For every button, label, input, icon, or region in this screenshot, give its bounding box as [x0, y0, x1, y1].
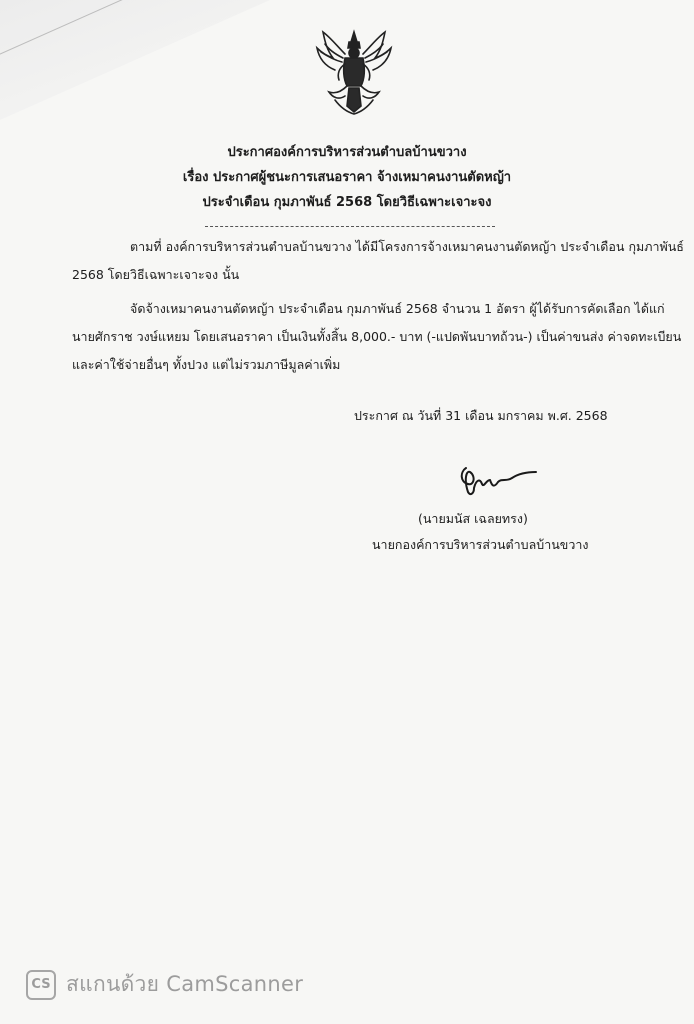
paragraph-2-line-3: และค่าใช้จ่ายอื่นๆ ทั้งปวง แต่ไม่รวมภาษีมูลค่าเพิ่ม [72, 357, 341, 372]
page-corner-fold [0, 0, 270, 120]
announcement-title: ประกาศองค์การบริหารส่วนตำบลบ้านขวาง [227, 145, 467, 160]
paragraph-2-line-2: นายศักราช วงษ์แหยม โดยเสนอราคา เป็นเงินทั้งสิ้น 8,000.- บาท (-แปดพันบาทถ้วน-) เป็นค่าขนส่ง ค่าจดทะเบียน [72, 329, 682, 344]
signatory-title: นายกองค์การบริหารส่วนตำบลบ้านขวาง [372, 537, 589, 552]
announcement-subject: เรื่อง ประกาศผู้ชนะการเสนอราคา จ้างเหมาคนงานตัดหญ้า [182, 170, 512, 185]
signatory-name: (นายมนัส เฉลยทรง) [418, 511, 528, 526]
scanner-watermark-text: สแกนด้วย CamScanner [66, 972, 304, 996]
scanner-watermark [26, 968, 303, 1001]
camscanner-logo-icon: CS [26, 970, 56, 1000]
paragraph-2-line-1: จัดจ้างเหมาคนงานตัดหญ้า ประจำเดือน กุมภาพันธ์ 2568 จำนวน 1 อัตรา ผู้ได้รับการคัดเลือก ได้แก่ [130, 301, 665, 316]
announcement-period: ประจำเดือน กุมภาพันธ์ 2568 โดยวิธีเฉพาะเจาะจง [202, 195, 492, 210]
announcement-date: ประกาศ ณ วันที่ 31 เดือน มกราคม พ.ศ. 2568 [354, 408, 608, 423]
dashed-divider [205, 226, 495, 227]
handwritten-signature [452, 458, 542, 502]
garuda-emblem-icon [309, 28, 399, 116]
paragraph-1-line-2: 2568 โดยวิธีเฉพาะเจาะจง นั้น [72, 267, 240, 282]
paragraph-1-line-1: ตามที่ องค์การบริหารส่วนตำบลบ้านขวาง ได้มีโครงการจ้างเหมาคนงานตัดหญ้า ประจำเดือน กุมภาพันธ์ [130, 239, 684, 254]
